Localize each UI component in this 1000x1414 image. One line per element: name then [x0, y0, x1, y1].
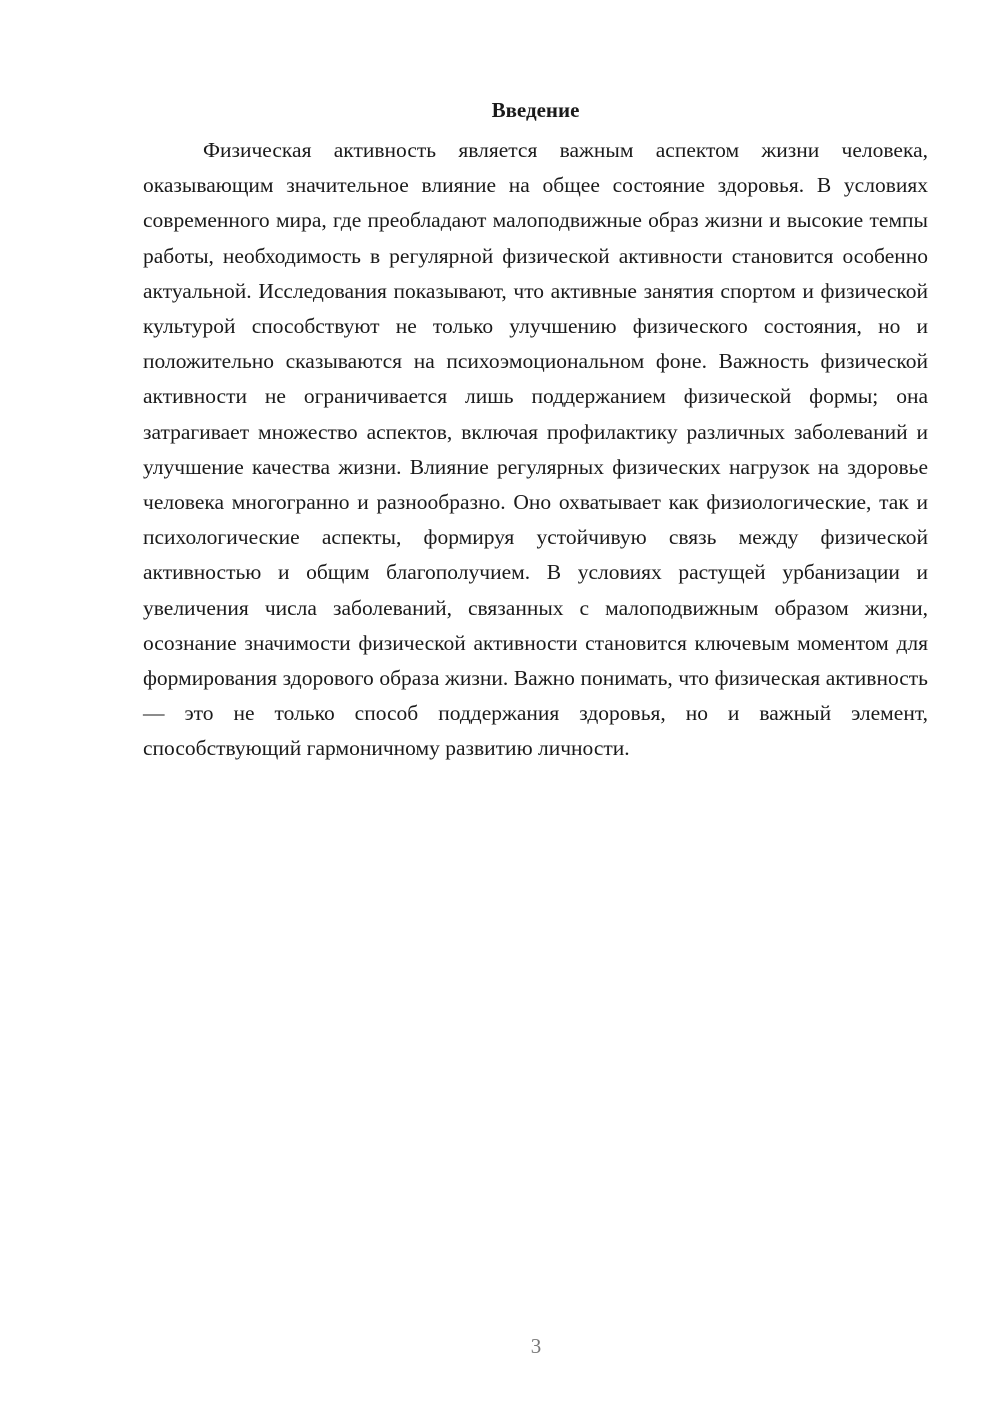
- section-heading: Введение: [491, 98, 580, 122]
- page-content: [143, 95, 928, 767]
- page-number: 3: [530, 1334, 542, 1358]
- body-paragraph: Физическая активность является важным аспектом жизни человека, оказывающим значительное влияние на общее состояние здоровья. В условиях современного мира, где преобладают малоподвижные образ жизни и высокие темпы работы, необходимость в регулярной физической активности становится особенно актуальной. Исследования показывают, что активные занятия спортом и физической культурой способствуют не только улучшению физического состояния, но и положительно сказываются на психоэмоциональном фоне. Важность физической активности не ограничивается лишь поддержанием физической формы; она затрагивает множество аспектов, включая профилактику различных заболеваний и улучшение качества жизни. Влияние регулярных физических нагрузок на здоровье человека многогранно и разнообразно. Оно охватывает как физиологические, так и психологические аспекты, формируя устойчивую связь между физической активностью и общим благополучием. В условиях растущей урбанизации и увеличения числа заболеваний, связанных с малоподвижным образом жизни, осознание значимости физической активности становится ключевым моментом для формирования здорового образа жизни. Важно понимать, что физическая активность — это не только способ поддержания здоровья, но и важный элемент, способствующий гармоничному развитию личности.: [143, 138, 928, 761]
